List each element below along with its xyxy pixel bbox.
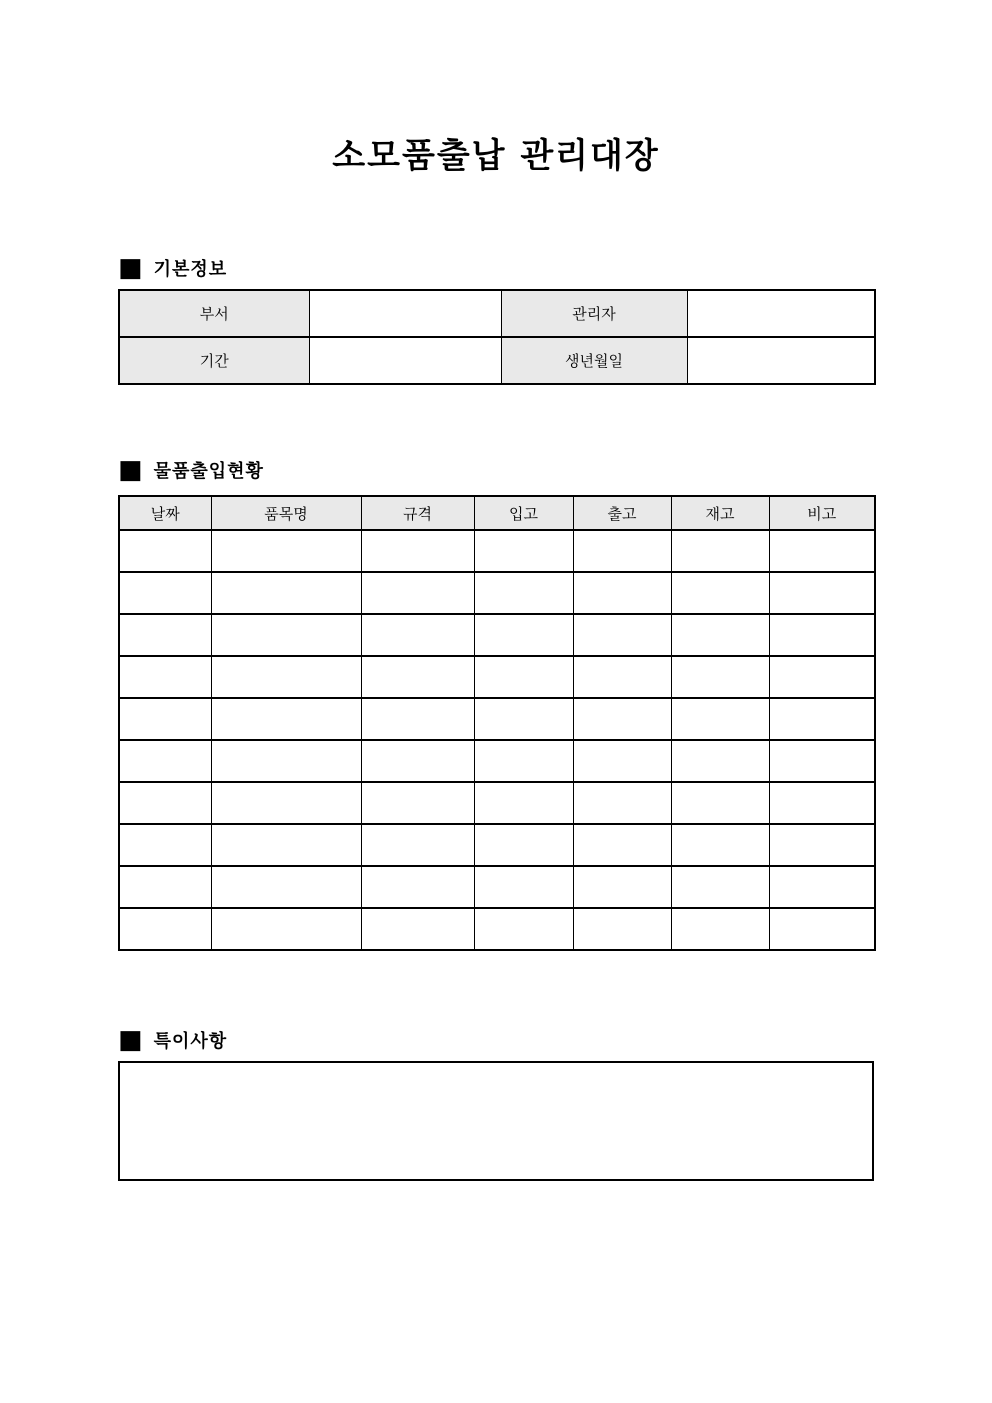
basic-info-table [118, 289, 876, 385]
section-heading-label: 특이사항 [153, 1031, 228, 1052]
inventory-row [119, 908, 875, 950]
inventory-cell-empty [361, 530, 474, 572]
inventory-cell-empty [573, 614, 671, 656]
section-heading-label: 물품출입현황 [153, 461, 264, 482]
value-manager [687, 290, 875, 337]
inventory-row [119, 824, 875, 866]
inventory-row [119, 530, 875, 572]
inventory-cell-empty [361, 614, 474, 656]
inventory-cell-empty [211, 866, 361, 908]
inventory-cell-empty [769, 656, 875, 698]
inventory-cell-empty [474, 740, 573, 782]
inventory-row [119, 614, 875, 656]
inventory-cell-empty [671, 698, 769, 740]
inventory-cell-empty [361, 572, 474, 614]
inventory-row [119, 740, 875, 782]
inventory-cell-empty [573, 698, 671, 740]
inventory-cell-empty [119, 656, 211, 698]
inventory-cell-empty [769, 698, 875, 740]
inventory-cell-empty [119, 824, 211, 866]
basic-info-row [119, 290, 875, 337]
label-period: 기간 [119, 337, 309, 384]
inventory-cell-empty [474, 824, 573, 866]
column-header-stock: 재고 [671, 496, 769, 530]
inventory-cell-empty [769, 740, 875, 782]
inventory-cell-empty [361, 698, 474, 740]
inventory-cell-empty [119, 572, 211, 614]
inventory-cell-empty [671, 908, 769, 950]
inventory-cell-empty [361, 824, 474, 866]
inventory-cell-empty [119, 614, 211, 656]
section-heading-notes: ■ 특이사항 [118, 1025, 228, 1055]
inventory-cell-empty [119, 866, 211, 908]
label-department: 부서 [119, 290, 309, 337]
inventory-table [118, 495, 876, 951]
inventory-row [119, 572, 875, 614]
inventory-cell-empty [474, 530, 573, 572]
inventory-row [119, 656, 875, 698]
inventory-cell-empty [671, 740, 769, 782]
inventory-cell-empty [361, 866, 474, 908]
inventory-row [119, 782, 875, 824]
inventory-cell-empty [573, 782, 671, 824]
column-header-item-name: 품목명 [211, 496, 361, 530]
inventory-cell-empty [211, 698, 361, 740]
inventory-cell-empty [769, 824, 875, 866]
inventory-cell-empty [671, 572, 769, 614]
inventory-cell-empty [474, 866, 573, 908]
column-header-inbound: 입고 [474, 496, 573, 530]
value-birthdate [687, 337, 875, 384]
inventory-cell-empty [119, 782, 211, 824]
inventory-cell-empty [474, 614, 573, 656]
inventory-cell-empty [474, 782, 573, 824]
section-heading-inventory: ■ 물품출입현황 [118, 455, 264, 485]
column-header-spec: 규격 [361, 496, 474, 530]
inventory-cell-empty [769, 572, 875, 614]
inventory-cell-empty [211, 530, 361, 572]
inventory-cell-empty [211, 824, 361, 866]
inventory-cell-empty [573, 656, 671, 698]
inventory-cell-empty [474, 698, 573, 740]
column-header-outbound: 출고 [573, 496, 671, 530]
inventory-cell-empty [361, 908, 474, 950]
value-period [309, 337, 501, 384]
inventory-header-row [119, 496, 875, 530]
inventory-cell-empty [211, 782, 361, 824]
inventory-cell-empty [671, 824, 769, 866]
inventory-cell-empty [211, 614, 361, 656]
inventory-cell-empty [119, 740, 211, 782]
label-birthdate: 생년월일 [501, 337, 687, 384]
inventory-cell-empty [474, 656, 573, 698]
inventory-cell-empty [211, 656, 361, 698]
inventory-table-body [119, 530, 875, 950]
inventory-cell-empty [769, 530, 875, 572]
inventory-cell-empty [671, 530, 769, 572]
section-heading-label: 기본정보 [153, 259, 228, 280]
inventory-cell-empty [361, 782, 474, 824]
inventory-row [119, 866, 875, 908]
inventory-cell-empty [211, 740, 361, 782]
inventory-cell-empty [361, 740, 474, 782]
inventory-cell-empty [671, 866, 769, 908]
inventory-cell-empty [211, 908, 361, 950]
inventory-cell-empty [769, 908, 875, 950]
inventory-cell-empty [573, 572, 671, 614]
inventory-cell-empty [573, 908, 671, 950]
inventory-cell-empty [119, 908, 211, 950]
column-header-remarks: 비고 [769, 496, 875, 530]
page-title: 소모품출납 관리대장 [332, 136, 660, 176]
inventory-row [119, 698, 875, 740]
inventory-cell-empty [769, 782, 875, 824]
label-manager: 관리자 [501, 290, 687, 337]
inventory-cell-empty [361, 656, 474, 698]
inventory-cell-empty [119, 698, 211, 740]
section-heading-basic-info: ■ 기본정보 [118, 253, 228, 283]
inventory-cell-empty [671, 656, 769, 698]
inventory-cell-empty [573, 740, 671, 782]
inventory-cell-empty [474, 908, 573, 950]
basic-info-row [119, 337, 875, 384]
inventory-cell-empty [211, 572, 361, 614]
value-department [309, 290, 501, 337]
inventory-cell-empty [573, 866, 671, 908]
inventory-cell-empty [769, 614, 875, 656]
inventory-cell-empty [474, 572, 573, 614]
inventory-cell-empty [119, 530, 211, 572]
inventory-cell-empty [769, 866, 875, 908]
inventory-cell-empty [671, 782, 769, 824]
inventory-cell-empty [573, 530, 671, 572]
column-header-date: 날짜 [119, 496, 211, 530]
notes-box [118, 1061, 874, 1181]
inventory-cell-empty [671, 614, 769, 656]
inventory-cell-empty [573, 824, 671, 866]
